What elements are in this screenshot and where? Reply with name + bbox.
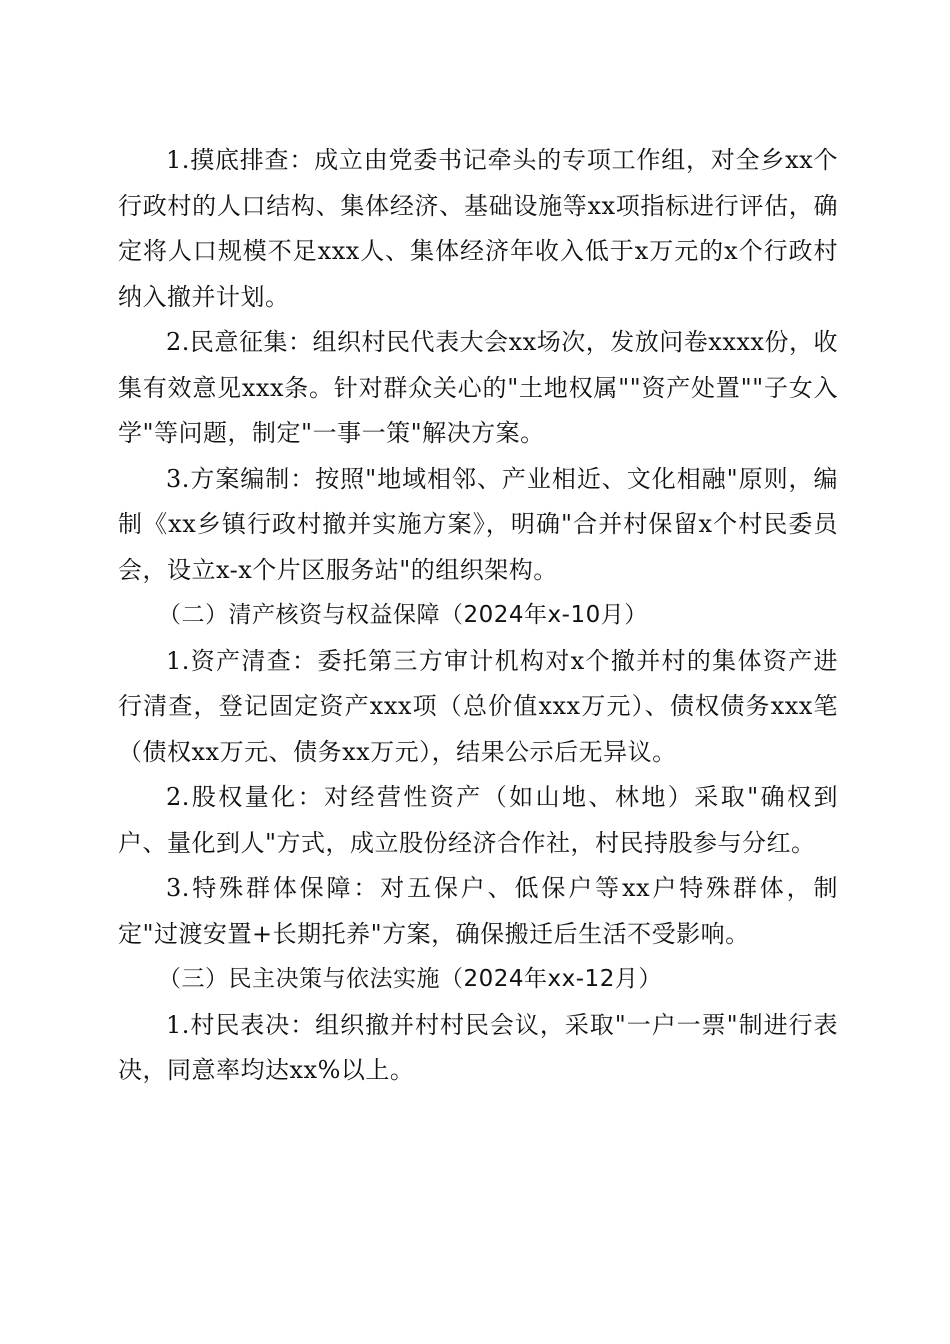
section-heading-asset-verification: （二）清产核资与权益保障（2024年x-10月） — [158, 602, 648, 628]
paragraph-equity-quantification: 2.股权量化：对经营性资产（如山地、林地）采取"确权到户、量化到人"方式，成立股份经济合作社，村民持股参与分红。 — [118, 783, 838, 857]
paragraph-plan-drafting: 3.方案编制：按照"地域相邻、产业相近、文化相融"原则，编制《xx乡镇行政村撤并实施方案》，明确"合并村保留x个村民委员会，设立x-x个片区服务站"的组织架构。 — [118, 464, 838, 584]
paragraph-survey: 1.摸底排查：成立由党委书记牵头的专项工作组，对全乡xx个行政村的人口结构、集体经济、基础设施等xx项指标进行评估，确定将人口规模不足xxx人、集体经济年收入低于x万元的x个行政村纳入撤并计划。 — [118, 146, 838, 311]
paragraph-villager-vote: 1.村民表决：组织撤并村村民会议，采取"一户一票"制进行表决，同意率均达xx%以上。 — [118, 1010, 838, 1084]
paragraph-asset-audit: 1.资产清查：委托第三方审计机构对x个撤并村的集体资产进行清查，登记固定资产xxx项（总价值xxx万元）、债权债务xxx笔（债权xx万元、债务xx万元），结果公示后无异议。 — [118, 646, 838, 766]
document-body — [118, 138, 838, 1094]
paragraph-special-groups: 3.特殊群体保障：对五保户、低保户等xx户特殊群体，制定"过渡安置+长期托养"方案，确保搬迁后生活不受影响。 — [118, 874, 838, 948]
section-heading-democratic-decision: （三）民主决策与依法实施（2024年xx-12月） — [158, 966, 662, 992]
paragraph-public-opinion: 2.民意征集：组织村民代表大会xx场次，发放问卷xxxx份，收集有效意见xxx条。针对群众关心的"土地权属""资产处置""子女入学"等问题，制定"一事一策"解决方案。 — [118, 328, 838, 447]
